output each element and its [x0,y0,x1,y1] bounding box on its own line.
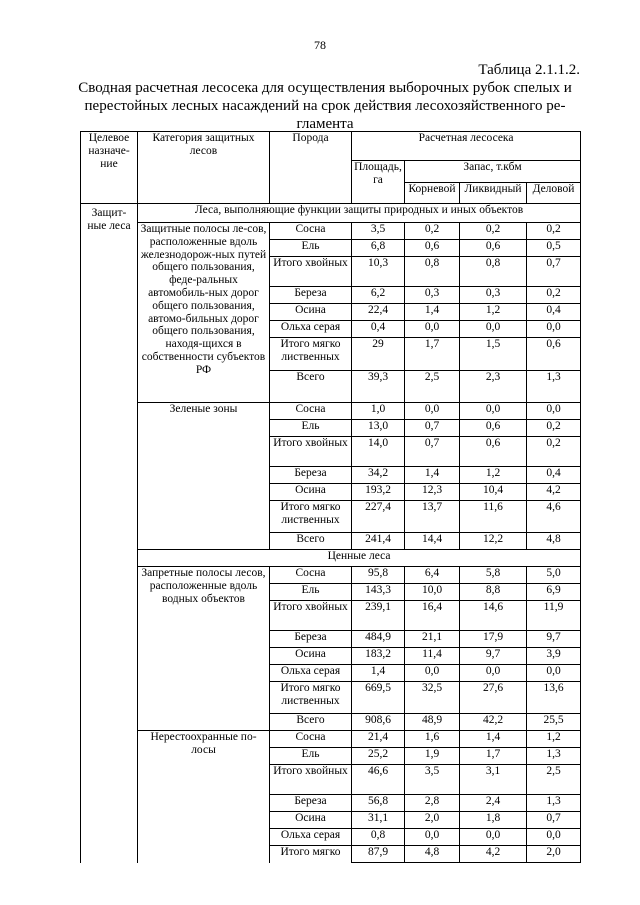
breed-cell: Сосна [270,403,352,420]
breed-cell: Итого мягко лиственных [270,501,352,533]
breed-cell: Итого хвойных [270,601,352,631]
root-cell: 2,0 [405,812,460,829]
area-cell: 143,3 [352,584,405,601]
root-cell: 0,3 [405,287,460,304]
root-cell: 1,4 [405,304,460,321]
breed-cell: Береза [270,287,352,304]
liquid-cell: 2,4 [460,795,527,812]
business-cell: 4,8 [527,533,581,550]
area-cell: 1,4 [352,665,405,682]
liquid-cell: 1,2 [460,467,527,484]
root-cell: 21,1 [405,631,460,648]
breed-cell: Итого хвойных [270,437,352,467]
liquid-cell: 1,7 [460,748,527,765]
business-cell: 1,2 [527,731,581,748]
breed-cell: Всего [270,371,352,403]
root-cell: 1,4 [405,467,460,484]
root-cell: 2,5 [405,371,460,403]
root-cell: 48,9 [405,714,460,731]
breed-cell: Ель [270,584,352,601]
root-cell: 1,6 [405,731,460,748]
area-cell: 241,4 [352,533,405,550]
liquid-cell: 1,2 [460,304,527,321]
liquid-cell: 8,8 [460,584,527,601]
root-cell: 4,8 [405,846,460,863]
breed-cell: Ольха серая [270,829,352,846]
area-cell: 6,2 [352,287,405,304]
business-cell: 0,0 [527,321,581,338]
root-cell: 0,6 [405,240,460,257]
breed-cell: Осина [270,812,352,829]
area-cell: 87,9 [352,846,405,863]
business-cell: 0,5 [527,240,581,257]
table-row [81,731,581,748]
business-cell: 0,4 [527,304,581,321]
liquid-cell: 10,4 [460,484,527,501]
category-cell: Нерестоохранные по-лосы [138,731,270,863]
area-cell: 6,8 [352,240,405,257]
breed-cell: Береза [270,795,352,812]
table-row [81,403,581,420]
business-cell: 0,6 [527,338,581,371]
area-cell: 0,4 [352,321,405,338]
root-cell: 6,4 [405,567,460,584]
liquid-cell: 12,2 [460,533,527,550]
header-purpose: Целевое назначе-ние [81,132,138,204]
area-cell: 39,3 [352,371,405,403]
business-cell: 1,3 [527,748,581,765]
liquid-cell: 0,6 [460,240,527,257]
liquid-cell: 4,2 [460,846,527,863]
business-cell: 1,3 [527,795,581,812]
breed-cell: Всего [270,714,352,731]
area-cell: 484,9 [352,631,405,648]
business-cell: 25,5 [527,714,581,731]
table-title [60,79,590,133]
page-number: 78 [314,38,326,52]
liquid-cell: 17,9 [460,631,527,648]
root-cell: 1,9 [405,748,460,765]
area-cell: 34,2 [352,467,405,484]
business-cell: 0,2 [527,223,581,240]
area-cell: 46,6 [352,765,405,795]
root-cell: 16,4 [405,601,460,631]
area-cell: 0,8 [352,829,405,846]
liquid-cell: 1,4 [460,731,527,748]
root-cell: 0,0 [405,403,460,420]
liquid-cell: 42,2 [460,714,527,731]
liquid-cell: 1,8 [460,812,527,829]
business-cell: 0,0 [527,665,581,682]
title-line-3: гламента [296,116,354,132]
header-breed: Порода [270,132,352,204]
breed-cell: Итого мягко лиственных [270,682,352,714]
root-cell: 10,0 [405,584,460,601]
breed-cell: Ольха серая [270,321,352,338]
area-cell: 21,4 [352,731,405,748]
root-cell: 2,8 [405,795,460,812]
business-cell: 0,0 [527,403,581,420]
area-cell: 95,8 [352,567,405,584]
business-cell: 2,0 [527,846,581,863]
liquid-cell: 0,0 [460,665,527,682]
breed-cell: Ель [270,748,352,765]
root-cell: 32,5 [405,682,460,714]
liquid-cell: 2,3 [460,371,527,403]
header-area: Площадь, га [352,161,405,204]
business-cell: 5,0 [527,567,581,584]
liquid-cell: 0,0 [460,829,527,846]
business-cell: 0,2 [527,287,581,304]
liquid-cell: 0,0 [460,403,527,420]
breed-cell: Всего [270,533,352,550]
breed-cell: Ольха серая [270,665,352,682]
header-liquid: Ликвидный [460,183,527,204]
section-title: Ценные леса [138,550,581,567]
root-cell: 0,0 [405,321,460,338]
business-cell: 0,2 [527,420,581,437]
business-cell: 11,9 [527,601,581,631]
business-cell: 4,6 [527,501,581,533]
category-cell: Запретные полосы лесов, расположенные вдоль водных объектов [138,567,270,731]
business-cell: 6,9 [527,584,581,601]
forest-cutting-table [80,131,581,863]
breed-cell: Итого мягко [270,846,352,863]
root-cell: 14,4 [405,533,460,550]
breed-cell: Сосна [270,223,352,240]
header-stock: Запас, т.кбм [405,161,581,183]
liquid-cell: 0,2 [460,223,527,240]
root-cell: 0,7 [405,420,460,437]
breed-cell: Итого хвойных [270,257,352,287]
liquid-cell: 27,6 [460,682,527,714]
liquid-cell: 5,8 [460,567,527,584]
business-cell: 0,2 [527,437,581,467]
business-cell: 9,7 [527,631,581,648]
title-line-2: перестойных лесных насаждений на срок действия лесохозяйственного ре- [84,98,566,114]
business-cell: 0,7 [527,257,581,287]
breed-cell: Ель [270,240,352,257]
area-cell: 25,2 [352,748,405,765]
header-category: Категория защитных лесов [138,132,270,204]
business-cell: 0,7 [527,812,581,829]
category-cell: Защитные полосы ле-сов, расположенные вдоль железнодорож-ных путей общего пользования, феде-ральных автомобиль-ных дорог общего пользования, автомо-бильных дорог общего пользования, находя-щихся в собственности субъектов РФ [138,223,270,403]
area-cell: 193,2 [352,484,405,501]
root-cell: 0,2 [405,223,460,240]
liquid-cell: 11,6 [460,501,527,533]
area-cell: 3,5 [352,223,405,240]
area-cell: 183,2 [352,648,405,665]
liquid-cell: 14,6 [460,601,527,631]
area-cell: 908,6 [352,714,405,731]
breed-cell: Сосна [270,567,352,584]
liquid-cell: 3,1 [460,765,527,795]
liquid-cell: 0,6 [460,437,527,467]
business-cell: 13,6 [527,682,581,714]
business-cell: 2,5 [527,765,581,795]
area-cell: 669,5 [352,682,405,714]
area-cell: 31,1 [352,812,405,829]
purpose-cell: Защит-ные леса [81,204,138,863]
breed-cell: Береза [270,631,352,648]
business-cell: 3,9 [527,648,581,665]
breed-cell: Осина [270,648,352,665]
root-cell: 12,3 [405,484,460,501]
business-cell: 1,3 [527,371,581,403]
root-cell: 0,0 [405,665,460,682]
business-cell: 0,4 [527,467,581,484]
area-cell: 239,1 [352,601,405,631]
table-row [81,223,581,240]
title-line-1: Сводная расчетная лесосека для осуществления выборочных рубок спелых и [78,80,572,96]
root-cell: 0,0 [405,829,460,846]
breed-cell: Осина [270,484,352,501]
table-number: Таблица 2.1.1.2. [478,62,580,78]
liquid-cell: 0,3 [460,287,527,304]
header-business: Деловой [527,183,581,204]
root-cell: 1,7 [405,338,460,371]
liquid-cell: 0,8 [460,257,527,287]
area-cell: 1,0 [352,403,405,420]
header-root: Корневой [405,183,460,204]
area-cell: 29 [352,338,405,371]
area-cell: 22,4 [352,304,405,321]
business-cell: 0,0 [527,829,581,846]
liquid-cell: 1,5 [460,338,527,371]
header-cutting-area: Расчетная лесосека [352,132,581,161]
root-cell: 0,8 [405,257,460,287]
breed-cell: Береза [270,467,352,484]
breed-cell: Итого мягко лиственных [270,338,352,371]
liquid-cell: 9,7 [460,648,527,665]
breed-cell: Итого хвойных [270,765,352,795]
area-cell: 56,8 [352,795,405,812]
root-cell: 0,7 [405,437,460,467]
root-cell: 13,7 [405,501,460,533]
liquid-cell: 0,6 [460,420,527,437]
table-row [81,567,581,584]
business-cell: 4,2 [527,484,581,501]
area-cell: 13,0 [352,420,405,437]
root-cell: 3,5 [405,765,460,795]
area-cell: 227,4 [352,501,405,533]
root-cell: 11,4 [405,648,460,665]
breed-cell: Осина [270,304,352,321]
breed-cell: Сосна [270,731,352,748]
liquid-cell: 0,0 [460,321,527,338]
category-cell: Зеленые зоны [138,403,270,550]
area-cell: 14,0 [352,437,405,467]
breed-cell: Ель [270,420,352,437]
area-cell: 10,3 [352,257,405,287]
section-title: Леса, выполняющие функции защиты природных и иных объектов [138,204,581,223]
